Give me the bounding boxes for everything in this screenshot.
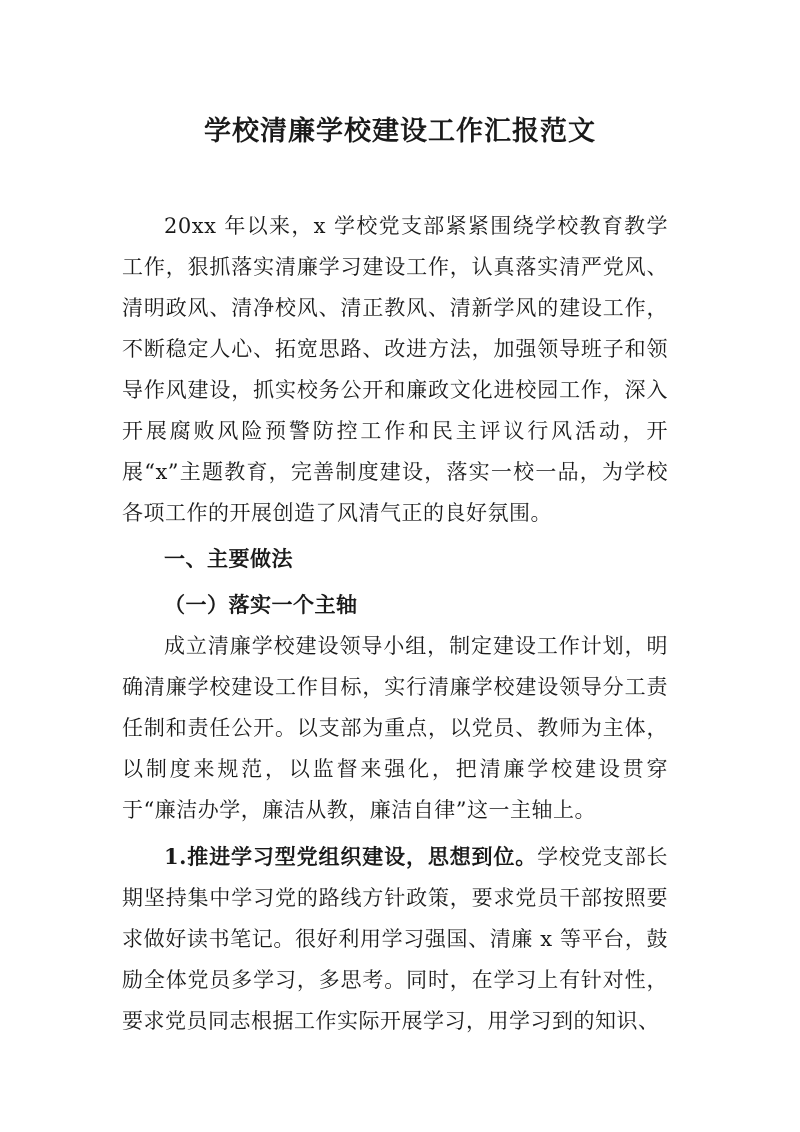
intro-paragraph: 20xx 年以来，x 学校党支部紧紧围绕学校教育教学工作，狠抓落实清廉学习建设工作，认真落实清严党风、清明政风、清净校风、清正教风、清新学风的建设工作，不断稳定人心、拓宽思路、改进方法，加强领导班子和领导作风建设，抓实校务公开和廉政文化进校园工作，深入开展腐败风险预警防控工作和民主评议行风活动，开展“x”主题教育，完善制度建设，落实一校一品，为学校各项工作的开展创造了风清气正的良好氛围。: [122, 214, 668, 525]
section-heading-main-practices: 一、主要做法: [164, 547, 293, 571]
subsection-paragraph: 成立清廉学校建设领导小组，制定建设工作计划，明确清廉学校建设工作目标，实行清廉学校建设领导分工责任制和责任公开。以支部为重点，以党员、教师为主体，以制度来规范，以监督来强化，把清廉学校建设贯穿于“廉洁办学，廉洁从教，廉洁自律”这一主轴上。: [122, 634, 668, 822]
numbered-item-1-text: 学校党支部长期坚持集中学习党的路线方针政策，要求党员干部按照要求做好读书笔记。很好利用学习强国、清廉 x 等平台，鼓励全体党员多学习，多思考。同时，在学习上有针对性，要求党员同志根据工作实际开展学习，用学习到的知识、: [122, 845, 669, 1033]
document-body: [122, 206, 668, 1042]
numbered-item-1: [122, 836, 668, 1042]
document-title: 学校清廉学校建设工作汇报范文: [204, 116, 596, 147]
subsection-heading-one-axis: （一）落实一个主轴: [164, 593, 358, 617]
numbered-item-1-lead: 1.推进学习型党组织建设，思想到位。: [164, 844, 538, 869]
